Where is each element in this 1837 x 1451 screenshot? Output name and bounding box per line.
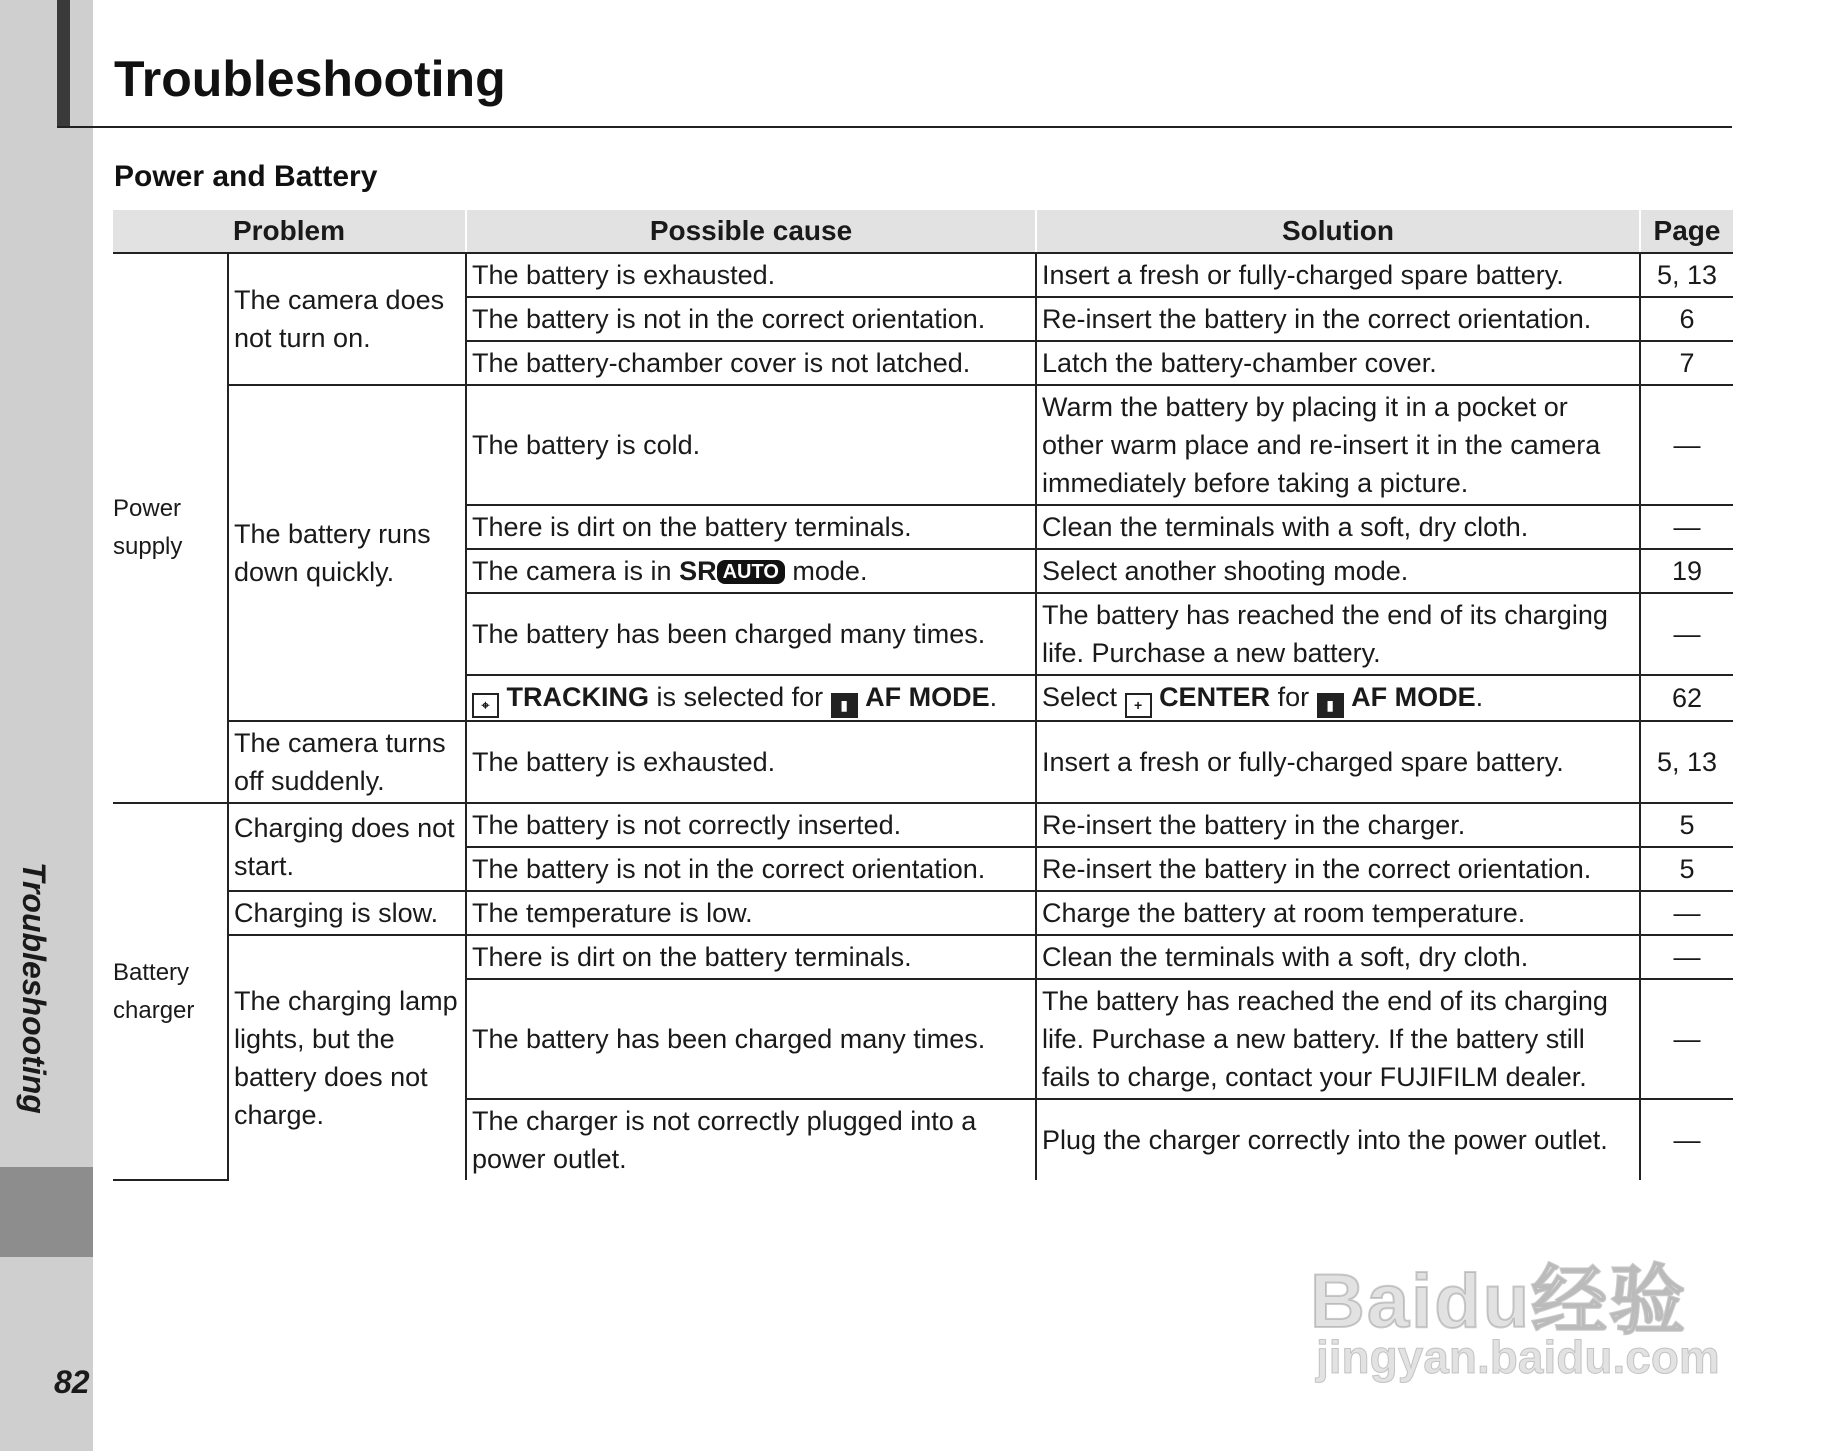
tracking-label: TRACKING	[506, 682, 650, 712]
solution-cell: The battery has reached the end of its charging life. Purchase a new battery. If the battery still fails to charge, contact your FUJIFILM dealer.	[1036, 979, 1640, 1099]
cause-cell	[466, 549, 1036, 593]
cause-cell: The battery has been charged many times.	[466, 593, 1036, 675]
solution-cell: Clean the terminals with a soft, dry cloth.	[1036, 505, 1640, 549]
cause-cell	[466, 675, 1036, 721]
sr-mode-label: SR	[679, 556, 717, 586]
table-row	[113, 935, 1733, 979]
header-page: Page	[1640, 210, 1733, 253]
page-cell: —	[1640, 935, 1733, 979]
cause-cell: The battery is not correctly inserted.	[466, 803, 1036, 847]
cause-cell: The battery-chamber cover is not latched.	[466, 341, 1036, 385]
header-solution: Solution	[1036, 210, 1640, 253]
side-section-tab	[0, 1167, 93, 1257]
table-row	[113, 253, 1733, 297]
page-title: Troubleshooting	[114, 51, 506, 107]
page-cell: —	[1640, 505, 1733, 549]
cause-cell: The battery has been charged many times.	[466, 979, 1036, 1099]
cause-cell: The battery is not in the correct orientation.	[466, 297, 1036, 341]
problem-cell: The camera turns off suddenly.	[228, 721, 466, 803]
table-row	[113, 721, 1733, 803]
section-heading: Power and Battery	[114, 160, 378, 193]
table-row	[113, 803, 1733, 847]
cause-cell: The temperature is low.	[466, 891, 1036, 935]
page-cell: 7	[1640, 341, 1733, 385]
page-cell: 6	[1640, 297, 1733, 341]
cause-cell: The battery is exhausted.	[466, 253, 1036, 297]
problem-cell: The charging lamp lights, but the battery does not charge.	[228, 935, 466, 1180]
af-mode-label: AF MODE	[865, 682, 990, 712]
category-power-supply	[113, 253, 228, 803]
cause-text: is selected for	[649, 682, 831, 712]
header-possible-cause: Possible cause	[466, 210, 1036, 253]
table-row	[113, 385, 1733, 505]
af-mode-icon: ▮	[1317, 693, 1344, 718]
solution-text: .	[1475, 682, 1484, 712]
center-icon: +	[1125, 693, 1152, 718]
cause-cell: The battery is exhausted.	[466, 721, 1036, 803]
cause-cell: The battery is not in the correct orientation.	[466, 847, 1036, 891]
category-label-line: supply	[113, 533, 183, 560]
solution-cell: Warm the battery by placing it in a pocket or other warm place and re-insert it in the camera immediately before taking a picture.	[1036, 385, 1640, 505]
solution-cell: Insert a fresh or fully-charged spare battery.	[1036, 253, 1640, 297]
page-number: 82	[54, 1364, 90, 1400]
watermark	[1310, 1240, 1750, 1390]
page-cell: 5	[1640, 847, 1733, 891]
watermark-logo: Baidu经验	[1310, 1259, 1688, 1344]
page-cell: —	[1640, 1099, 1733, 1180]
solution-cell: Re-insert the battery in the correct orientation.	[1036, 847, 1640, 891]
tracking-icon: ⌖	[472, 693, 499, 718]
solution-cell: Latch the battery-chamber cover.	[1036, 341, 1640, 385]
solution-cell: Select another shooting mode.	[1036, 549, 1640, 593]
side-chapter-label: Troubleshooting	[16, 862, 52, 1114]
title-accent-bar	[57, 0, 70, 128]
cause-cell: The battery is cold.	[466, 385, 1036, 505]
table-header-row	[113, 210, 1733, 253]
page-cell: 5, 13	[1640, 721, 1733, 803]
category-label-line: charger	[113, 996, 195, 1024]
solution-cell	[1036, 675, 1640, 721]
page-cell: 62	[1640, 675, 1733, 721]
solution-text: for	[1270, 682, 1317, 712]
solution-cell: Insert a fresh or fully-charged spare battery.	[1036, 721, 1640, 803]
page-cell: —	[1640, 593, 1733, 675]
problem-cell: The camera does not turn on.	[228, 253, 466, 385]
page-cell: —	[1640, 385, 1733, 505]
cause-cell: The charger is not correctly plugged into a power outlet.	[466, 1099, 1036, 1180]
title-divider	[57, 126, 1732, 128]
solution-cell: Re-insert the battery in the correct orientation.	[1036, 297, 1640, 341]
center-label: CENTER	[1159, 682, 1271, 712]
solution-cell: Clean the terminals with a soft, dry cloth.	[1036, 935, 1640, 979]
page-cell: 19	[1640, 549, 1733, 593]
solution-cell: Charge the battery at room temperature.	[1036, 891, 1640, 935]
solution-text: Select	[1042, 682, 1125, 712]
cause-text: mode.	[784, 556, 868, 586]
category-battery-charger	[113, 803, 228, 1180]
cause-text: .	[989, 682, 998, 712]
category-label-line: Battery	[113, 958, 190, 986]
page-cell: 5	[1640, 803, 1733, 847]
auto-mode-icon: AUTO	[717, 560, 785, 584]
category-label-line: Power	[113, 495, 182, 522]
problem-cell: Charging is slow.	[228, 891, 466, 935]
table-row	[113, 891, 1733, 935]
page-cell: 5, 13	[1640, 253, 1733, 297]
page-cell: —	[1640, 891, 1733, 935]
watermark-url: jingyan.baidu.com	[1316, 1331, 1720, 1383]
problem-cell: Charging does not start.	[228, 803, 466, 891]
cause-text: The camera is in	[472, 556, 680, 586]
af-mode-label: AF MODE	[1351, 682, 1476, 712]
header-problem: Problem	[113, 210, 466, 253]
cause-cell: There is dirt on the battery terminals.	[466, 935, 1036, 979]
problem-cell: The battery runs down quickly.	[228, 385, 466, 721]
solution-cell: Re-insert the battery in the charger.	[1036, 803, 1640, 847]
af-mode-icon: ▮	[831, 693, 858, 718]
troubleshooting-table	[113, 210, 1733, 1181]
solution-cell: The battery has reached the end of its charging life. Purchase a new battery.	[1036, 593, 1640, 675]
cause-cell: There is dirt on the battery terminals.	[466, 505, 1036, 549]
solution-cell: Plug the charger correctly into the power outlet.	[1036, 1099, 1640, 1180]
page-cell: —	[1640, 979, 1733, 1099]
